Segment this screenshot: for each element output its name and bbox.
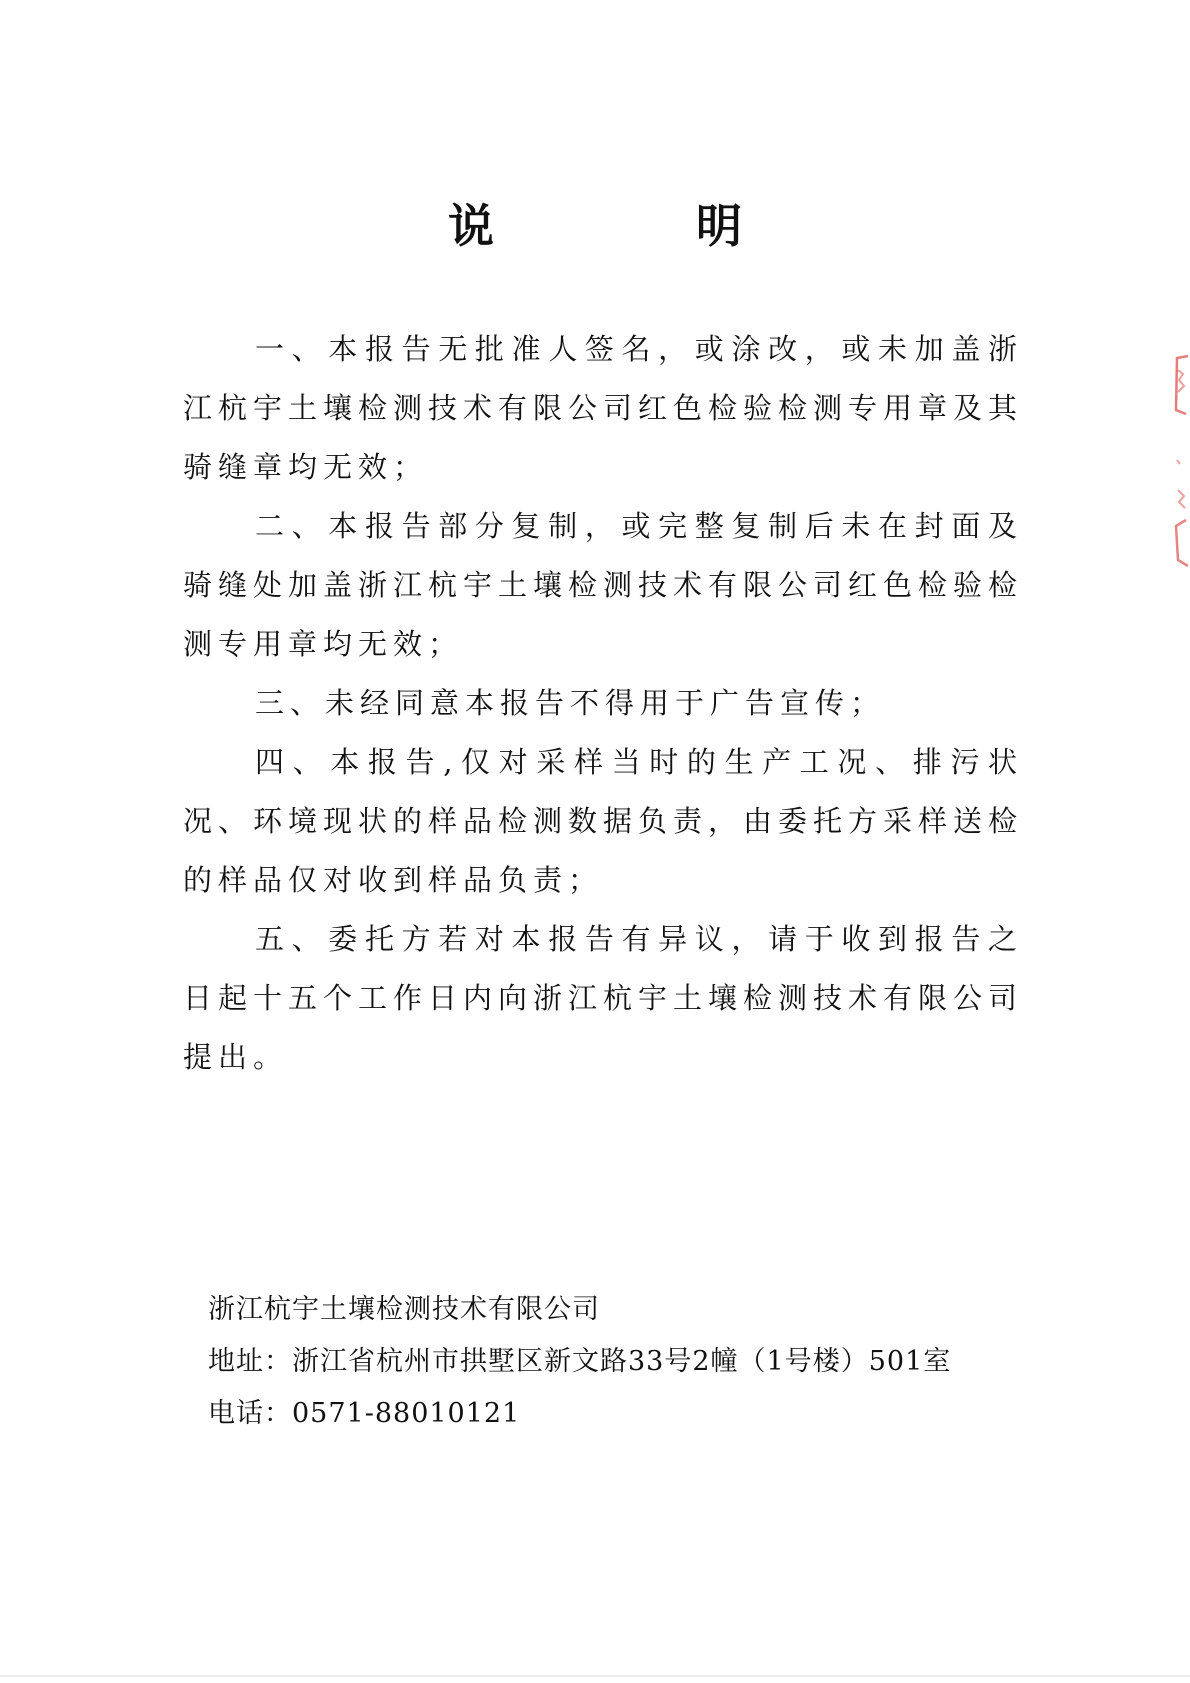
company-footer bbox=[208, 1284, 1028, 1440]
scan-edge-line bbox=[0, 1675, 1190, 1677]
clause-4: 四、本报告,仅对采样当时的生产工况、排污状况、环境现状的样品检测数据负责，由委托方采样送检的样品仅对收到样品负责； bbox=[183, 745, 1024, 897]
page-title: 说 明 bbox=[448, 199, 820, 253]
footer-company-name: 浙江杭宇土壤检测技术有限公司 bbox=[208, 1294, 600, 1325]
footer-address: 地址：浙江省杭州市拱墅区新文路33号2幢（1号楼）501室 bbox=[208, 1346, 952, 1377]
clause-3: 三、未经同意本报告不得用于广告宣传； bbox=[255, 686, 886, 720]
clause-5: 五、委托方若对本报告有异议，请于收到报告之日起十五个工作日内向浙江杭宇土壤检测技术有限公司提出。 bbox=[183, 922, 1024, 1074]
clause-list bbox=[183, 320, 1023, 1087]
clause-1: 一、本报告无批准人签名，或涂改，或未加盖浙江杭宇土壤检测技术有限公司红色检验检测专用章及其骑缝章均无效； bbox=[183, 332, 1024, 484]
clause-2: 二、本报告部分复制，或完整复制后未在封面及骑缝处加盖浙江杭宇土壤检测技术有限公司红色检验检测专用章均无效； bbox=[183, 509, 1024, 661]
seam-stamp-icon bbox=[1174, 350, 1190, 572]
footer-phone: 电话：0571-88010121 bbox=[208, 1398, 521, 1429]
